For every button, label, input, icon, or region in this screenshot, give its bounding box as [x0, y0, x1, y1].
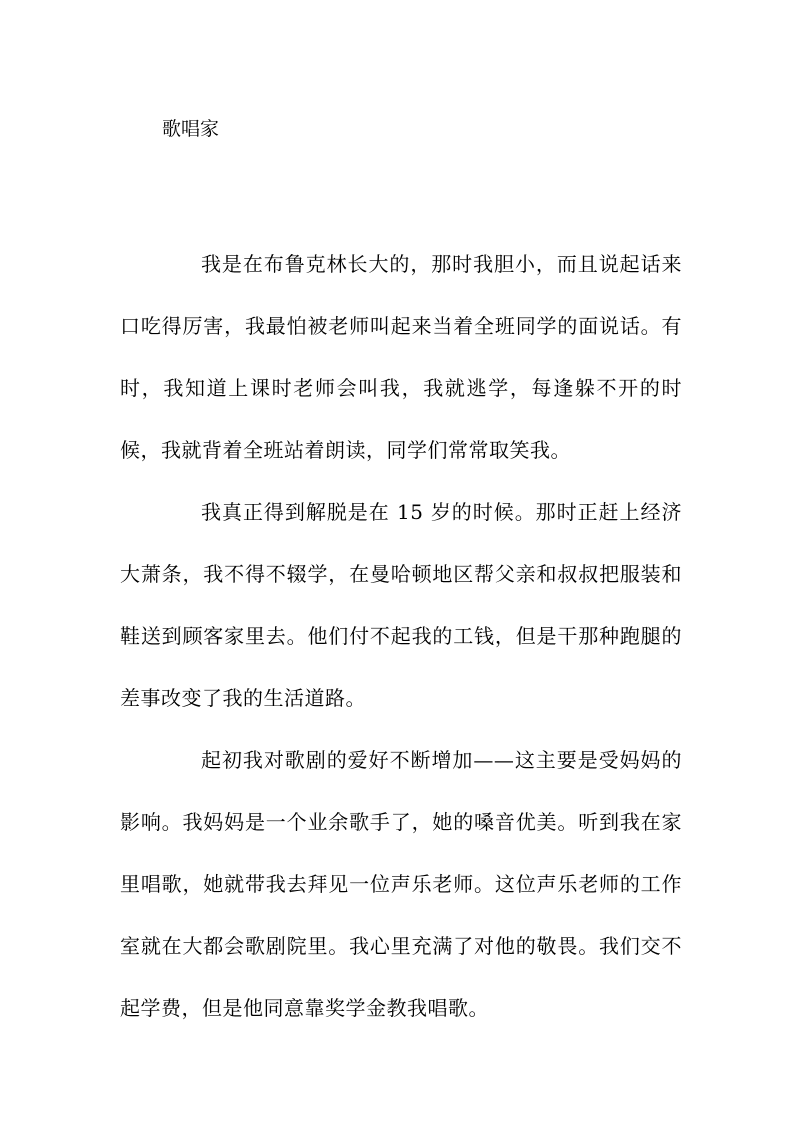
document-title: 歌唱家: [162, 118, 220, 140]
paragraph-3: 起初我对歌剧的爱好不断增加——这主要是受妈妈的影响。我妈妈是一个业余歌手了，她的嗓音优美。听到我在家里唱歌，她就带我去拜见一位声乐老师。这位声乐老师的工作室就在大都会歌剧院里。我心里充满了对他的敬畏。我们交不起学费，但是他同意靠奖学金教我唱歌。: [120, 748, 682, 1020]
paragraph-1: 我是在布鲁克林长大的，那时我胆小，而且说起话来口吃得厉害，我最怕被老师叫起来当着全班同学的面说话。有时，我知道上课时老师会叫我，我就逃学，每逢躲不开的时候，我就背着全班站着朗读，同学们常常取笑我。: [120, 252, 682, 462]
paragraph-2: 我真正得到解脱是在 15 岁的时候。那时正赶上经济大萧条，我不得不辍学，在曼哈顿地区帮父亲和叔叔把服装和鞋送到顾客家里去。他们付不起我的工钱，但是干那种跑腿的差事改变了我的生活道路。: [120, 500, 682, 710]
document-body: [120, 233, 682, 1039]
